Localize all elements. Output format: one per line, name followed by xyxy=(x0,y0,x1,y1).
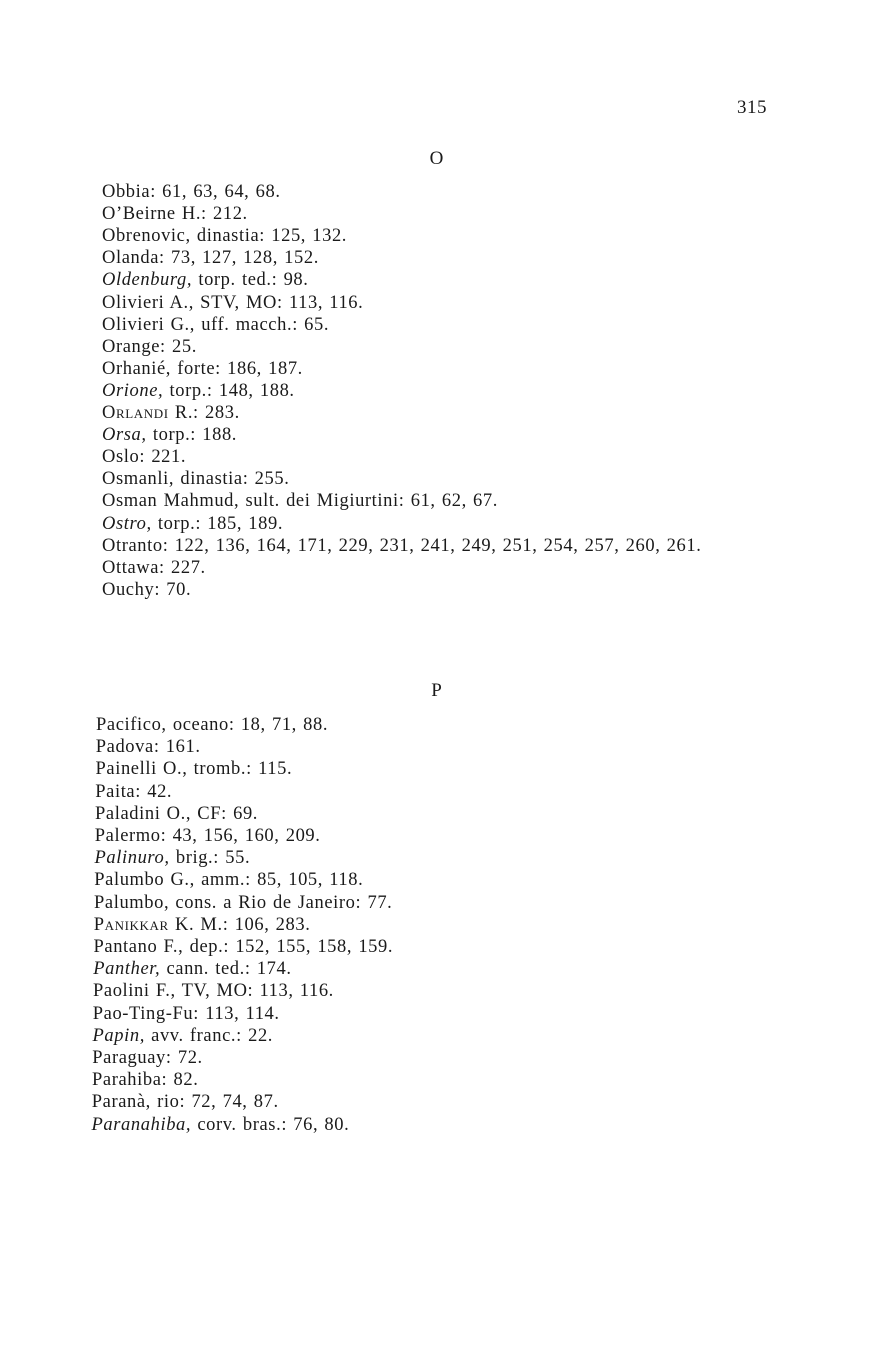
index-entry-pages: : 72. xyxy=(165,1048,203,1068)
index-entry-pages: torp.: 188. xyxy=(146,425,238,446)
index-entry-pages: : 122, 136, 164, 171, 229, 231, 241, 249, 251, 254, 257, 260, 261. xyxy=(162,535,702,556)
index-entry-pages: torp.: 185, 189. xyxy=(151,513,284,534)
index-entry-pages: K. M.: 106, 283. xyxy=(168,914,311,935)
index-entry-name: Otranto xyxy=(102,535,163,556)
index-entry xyxy=(102,468,289,491)
index-entry-name: Papin, xyxy=(92,1025,145,1046)
index-entry xyxy=(96,714,328,737)
index-entry xyxy=(102,292,363,315)
index-entry-name: Oslo xyxy=(102,447,140,468)
index-entry xyxy=(102,247,319,270)
index-entry xyxy=(102,424,237,447)
index-entry-name: Parahiba xyxy=(92,1070,162,1091)
index-entry xyxy=(102,269,309,292)
index-entry-pages: : 161. xyxy=(153,737,201,758)
index-entry-pages: cann. ted.: 174. xyxy=(160,959,292,980)
index-entry-pages: : 255. xyxy=(242,469,290,490)
index-entry xyxy=(95,781,172,804)
index-entry-pages: : 42. xyxy=(135,781,173,802)
index-entry-pages: : 18, 71, 88. xyxy=(228,715,329,735)
index-entry-pages: : 77. xyxy=(355,892,393,913)
section-letter-p: P xyxy=(431,680,442,701)
index-entry xyxy=(102,579,191,602)
index-entry-pages: : 69. xyxy=(221,803,259,824)
index-entry xyxy=(94,936,394,959)
index-entry xyxy=(102,203,248,226)
index-entry-name: Ottawa xyxy=(102,557,160,578)
index-entry-pages: : 61, 63, 64, 68. xyxy=(150,182,281,202)
index-entry xyxy=(102,336,197,359)
index-entry-pages: : 113, 114. xyxy=(193,1003,280,1024)
index-entry-pages: torp.: 148, 188. xyxy=(163,380,295,401)
index-entry-name: Obbia xyxy=(102,182,151,202)
index-entry-name: Paita xyxy=(95,781,136,802)
index-entry-pages: : 65. xyxy=(292,314,330,335)
index-entry-name: Paranà, rio xyxy=(91,1092,180,1113)
index-entry xyxy=(102,557,206,580)
index-entry xyxy=(102,446,186,469)
index-entry xyxy=(95,825,321,848)
index-entry xyxy=(102,490,498,513)
index-entry-pages: : 125, 132. xyxy=(259,226,348,247)
index-entry-name: O’Beirne H. xyxy=(102,204,202,225)
index-entry-name: Orlandi xyxy=(102,403,169,423)
index-entry-name: Paranahiba, xyxy=(91,1114,192,1135)
index-entry xyxy=(92,1114,350,1137)
index-entry xyxy=(102,535,701,558)
index-entry xyxy=(92,1091,279,1114)
index-entry xyxy=(95,847,251,870)
index-entry-name: Ouchy xyxy=(102,579,155,600)
index-entry-name: Orange xyxy=(102,336,161,357)
index-entry-pages: R.: 283. xyxy=(168,403,240,423)
index-entry-pages: brig.: 55. xyxy=(169,848,251,869)
index-entry-pages: corv. bras.: 76, 80. xyxy=(191,1114,350,1135)
index-entry-pages: : 70. xyxy=(154,579,192,600)
page-number: 315 xyxy=(737,97,767,118)
index-entry-name: Olivieri A., STV, MO xyxy=(102,292,278,313)
index-entry-name: Palumbo G., amm. xyxy=(94,870,246,891)
index-entry xyxy=(96,758,293,781)
index-entry-name: Obrenovic, dinastia xyxy=(102,226,260,247)
index-entry-pages: : 43, 156, 160, 209. xyxy=(160,826,321,846)
index-entry xyxy=(92,1069,198,1092)
index-entry-name: Paladini O., CF xyxy=(95,803,222,824)
index-entry-pages: : 113, 116. xyxy=(277,292,364,313)
section-letter-o: O xyxy=(429,148,444,169)
index-entry xyxy=(102,358,303,381)
index-entry-pages: : 227. xyxy=(159,557,206,578)
index-entry-pages: avv. franc.: 22. xyxy=(144,1025,274,1046)
index-entry-pages: : 82. xyxy=(161,1070,199,1091)
index-entry xyxy=(93,958,291,981)
index-entry-name: Pantano F., dep. xyxy=(93,937,224,957)
index-entry-pages: : 113, 116. xyxy=(247,981,334,1002)
index-entry-name: Orione, xyxy=(102,380,164,401)
index-entry-name: Olanda xyxy=(102,248,160,269)
index-entry xyxy=(102,380,295,403)
index-entry xyxy=(95,803,258,826)
index-entry-name: Palinuro, xyxy=(94,848,170,869)
index-entry-pages: : 73, 127, 128, 152. xyxy=(159,248,319,269)
index-entry xyxy=(94,914,311,937)
index-entry-pages: : 212. xyxy=(201,204,248,225)
index-entry-pages: : 221. xyxy=(139,447,187,468)
index-entry xyxy=(102,225,347,248)
index-entry-pages: : 152, 155, 158, 159. xyxy=(223,937,394,957)
index-entry-name: Padova xyxy=(95,737,154,758)
index-entry-pages: : 25. xyxy=(160,336,197,357)
index-entry-name: Palumbo, cons. a Rio de Janeiro xyxy=(94,892,356,913)
index-entry xyxy=(93,980,334,1003)
index-entry-pages: torp. ted.: 98. xyxy=(192,270,309,291)
index-entry-name: Paolini F., TV, MO xyxy=(93,981,248,1002)
index-entry-name: Panikkar xyxy=(93,914,169,935)
index-entry xyxy=(94,892,392,915)
index-entry-name: Paraguay xyxy=(92,1048,166,1068)
index-entry-name: Osmanli, dinastia xyxy=(102,469,243,490)
index-entry-name: Orhanié, forte xyxy=(102,358,216,379)
index-entry-name: Painelli O., tromb. xyxy=(95,759,247,780)
index-entry-name: Palermo xyxy=(94,826,161,846)
index-entry-name: Osman Mahmud, sult. dei Migiurtini xyxy=(102,491,399,512)
index-entry-pages: : 72, 74, 87. xyxy=(179,1092,279,1113)
index-entry-name: Oldenburg, xyxy=(102,270,193,291)
index-entry xyxy=(92,1047,203,1070)
index-entry-pages: : 186, 187. xyxy=(215,358,303,379)
index-entry xyxy=(96,736,201,759)
index-entry-pages: : 85, 105, 118. xyxy=(245,870,364,891)
index-entry xyxy=(102,513,283,536)
index-entry xyxy=(93,1003,280,1026)
index-entry-name: Pao-Ting-Fu xyxy=(92,1003,194,1024)
index-entry-name: Orsa, xyxy=(102,425,147,446)
index-entry-name: Panther, xyxy=(93,959,161,980)
index-entry-pages: : 61, 62, 67. xyxy=(398,491,498,512)
index-entry-name: Pacifico, oceano xyxy=(96,715,229,735)
index-entry xyxy=(102,314,329,337)
index-entry xyxy=(102,181,281,204)
index-entry xyxy=(94,869,363,892)
index-entry-name: Ostro, xyxy=(102,513,152,534)
index-entry xyxy=(102,402,240,425)
index-entry xyxy=(93,1025,274,1048)
index-entry-pages: : 115. xyxy=(246,759,293,780)
index-entry-name: Olivieri G., uff. macch. xyxy=(102,314,293,335)
